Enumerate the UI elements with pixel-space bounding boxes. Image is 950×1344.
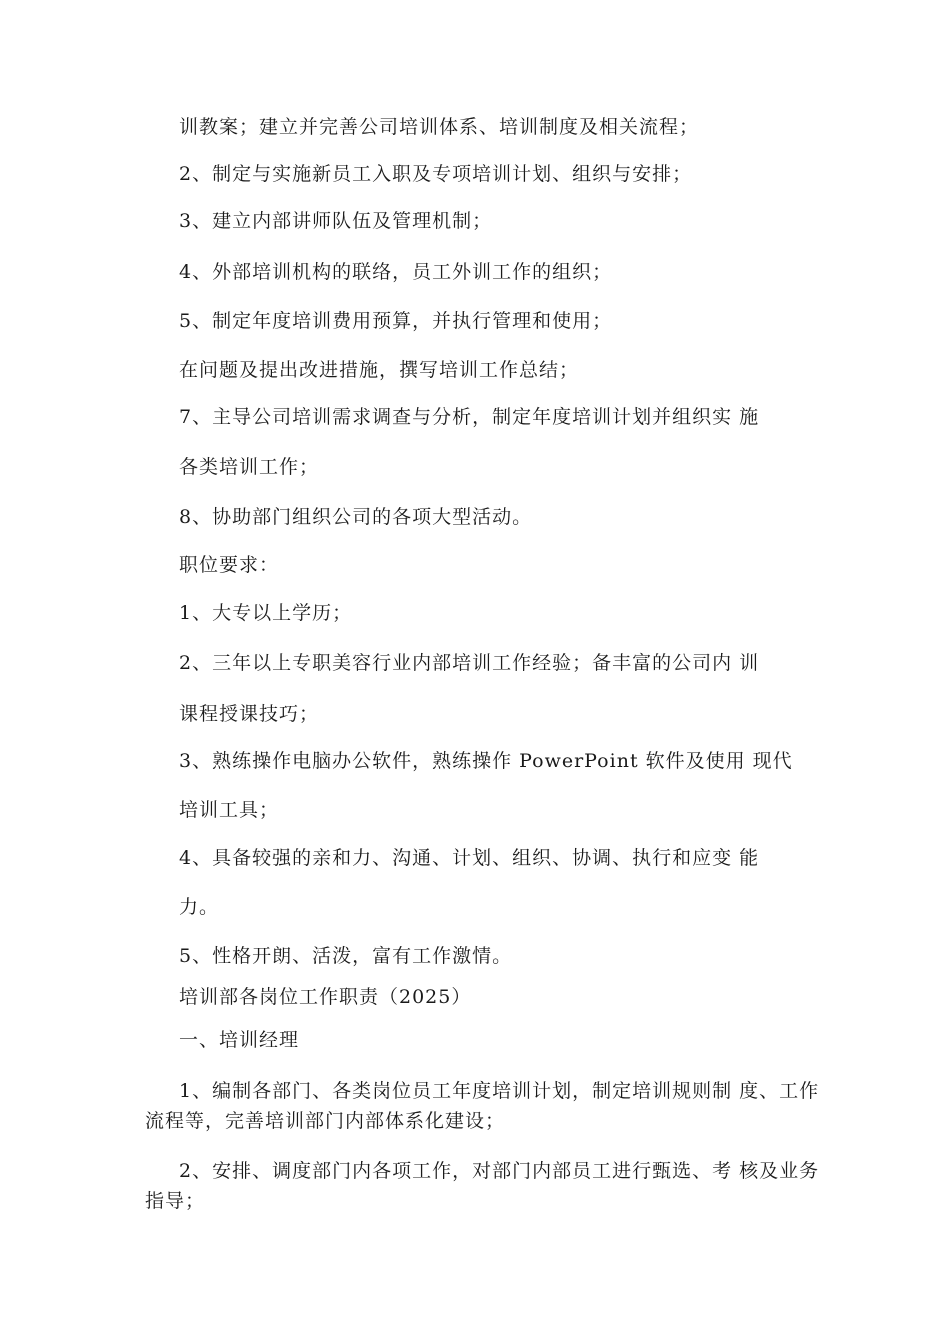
document-title: 培训部各岗位工作职责（2025） [179,986,472,1008]
text-line: 3、熟练操作电脑办公软件，熟练操作 PowerPoint 软件及使用 现代 [179,750,793,772]
text-line: 4、外部培训机构的联络，员工外训工作的组织； [179,261,613,283]
text-line: 5、性格开朗、活泼，富有工作激情。 [179,945,513,967]
text-line: 在问题及提出改进措施，撰写培训工作总结； [179,359,580,381]
text-line: 3、建立内部讲师队伍及管理机制； [179,210,493,232]
text-line: 1、大专以上学历； [179,602,353,624]
section-heading: 职位要求： [179,554,280,576]
text-line: 培训工具； [179,799,280,821]
text-line: 各类培训工作； [179,456,320,478]
text-line: 8、协助部门组织公司的各项大型活动。 [179,506,533,528]
paragraph: 2、安排、调度部门内各项工作，对部门内部员工进行甄选、考 核及业务指导； [145,1160,820,1212]
paragraph: 1、编制各部门、各类岗位员工年度培训计划，制定培训规则制 度、工作流程等，完善培训部门内部体系化建设； [145,1080,820,1132]
section-heading: 一、培训经理 [179,1029,300,1051]
text-line: 课程授课技巧； [179,703,320,725]
text-line: 2、制定与实施新员工入职及专项培训计划、组织与安排； [179,163,693,185]
text-line: 力。 [179,896,220,918]
text-line: 5、制定年度培训费用预算，并执行管理和使用； [179,310,613,332]
text-line: 7、主导公司培训需求调查与分析，制定年度培训计划并组织实 施 [179,406,760,428]
text-line: 2、三年以上专职美容行业内部培训工作经验；备丰富的公司内 训 [179,652,760,674]
text-line: 4、具备较强的亲和力、沟通、计划、组织、协调、执行和应变 能 [179,847,760,869]
text-line: 训教案；建立并完善公司培训体系、培训制度及相关流程； [179,116,700,138]
